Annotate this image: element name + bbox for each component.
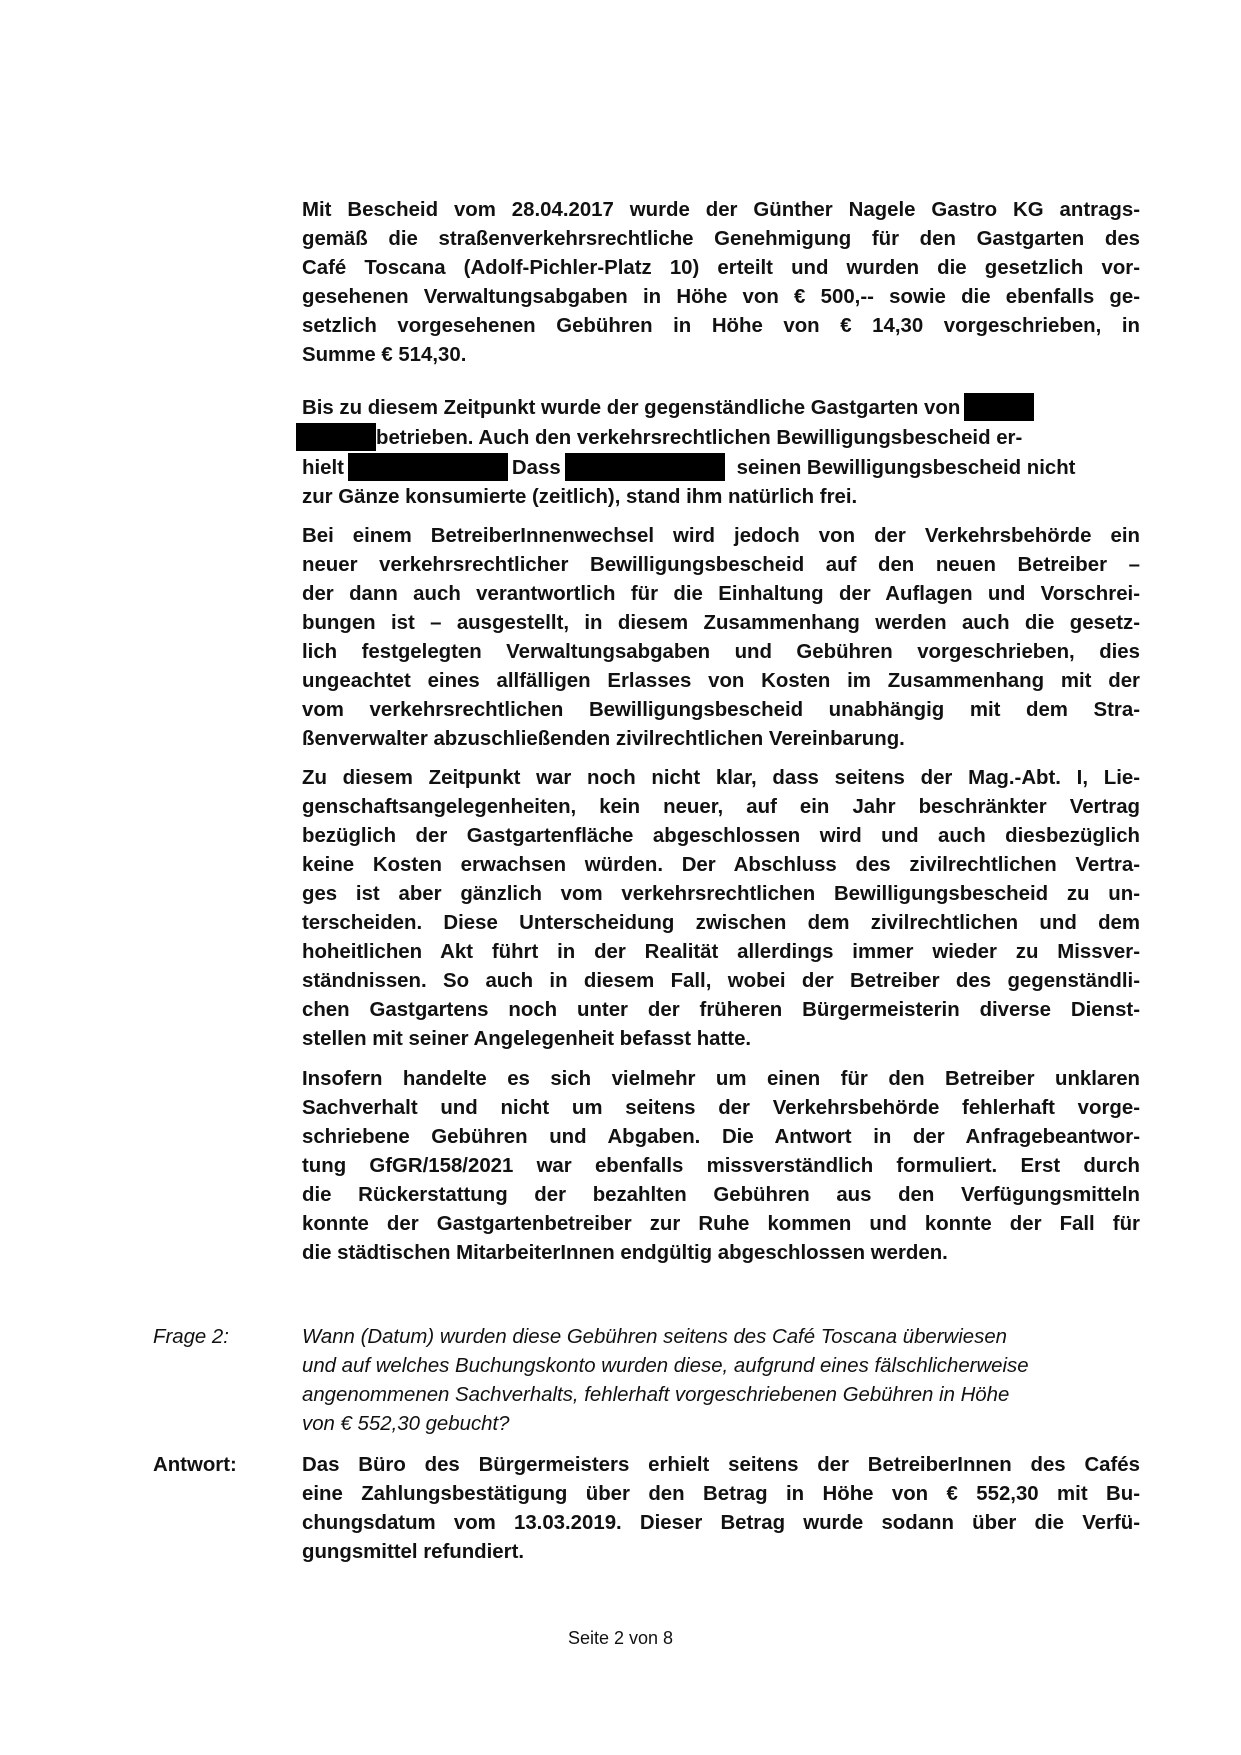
redaction-block [296, 423, 376, 451]
paragraph-line: Summe € 514,30. [302, 344, 467, 366]
paragraph-line: terscheiden. Diese Unterscheidung zwischen dem zivilrechtlichen und dem [302, 912, 1140, 934]
paragraph-line: ges ist aber gänzlich vom verkehrsrechtlichen Bewilligungsbescheid zu un- [302, 883, 1140, 905]
answer-line: gungsmittel refundiert. [302, 1541, 525, 1563]
answer-line: Das Büro des Bürgermeisters erhielt seitens der BetreiberInnen des Cafés [302, 1454, 1140, 1476]
paragraph-text: betrieben. Auch den verkehrsrechtlichen Bewilligungsbescheid er- [376, 427, 1023, 449]
paragraph-line: ständnissen. So auch in diesem Fall, wobei der Betreiber des gegenständli- [302, 970, 1140, 992]
paragraph-text: hielt [302, 457, 344, 479]
question-2-text [302, 1323, 1140, 1439]
paragraph-1 [302, 196, 1140, 370]
paragraph-line [302, 453, 1140, 483]
paragraph-line [302, 423, 1140, 453]
paragraph-line: stellen mit seiner Angelegenheit befasst hatte. [302, 1028, 752, 1050]
paragraph-line: hoheitlichen Akt führt in der Realität allerdings immer wieder zu Missver- [302, 941, 1140, 963]
paragraph-line: setzlich vorgesehenen Gebühren in Höhe von € 14,30 vorgeschrieben, in [302, 315, 1140, 337]
paragraph-line: gemäß die straßenverkehrsrechtliche Genehmigung für den Gastgarten des [302, 228, 1140, 250]
paragraph-5 [302, 1065, 1140, 1268]
paragraph-line: schriebene Gebühren und Abgaben. Die Antwort in der Anfragebeantwor- [302, 1126, 1140, 1148]
paragraph-2 [302, 393, 1140, 512]
question-label: Frage 2: [153, 1326, 229, 1348]
answer-line: eine Zahlungsbestätigung über den Betrag in Höhe von € 552,30 mit Bu- [302, 1483, 1140, 1505]
paragraph-line: Insofern handelte es sich vielmehr um einen für den Betreiber unklaren [302, 1068, 1140, 1090]
paragraph-line [302, 393, 1140, 423]
paragraph-line: vom verkehrsrechtlichen Bewilligungsbescheid unabhängig mit dem Stra- [302, 699, 1140, 721]
paragraph-line: Sachverhalt und nicht um seitens der Verkehrsbehörde fehlerhaft vorge- [302, 1097, 1140, 1119]
redaction-block [348, 453, 508, 481]
paragraph-4 [302, 764, 1140, 1054]
answer-label: Antwort: [153, 1454, 237, 1476]
paragraph-line: lich festgelegten Verwaltungsabgaben und Gebühren vorgeschrieben, dies [302, 641, 1140, 663]
question-line: und auf welches Buchungskonto wurden diese, aufgrund eines fälschlicherweise [302, 1355, 1029, 1377]
paragraph-line: chen Gastgartens noch unter der früheren Bürgermeisterin diverse Dienst- [302, 999, 1140, 1021]
paragraph-text: seinen Bewilligungsbescheid nicht [736, 457, 1076, 479]
paragraph-line: die städtischen MitarbeiterInnen endgültig abgeschlossen werden. [302, 1242, 948, 1264]
redaction-block [964, 393, 1034, 421]
paragraph-line: Zu diesem Zeitpunkt war noch nicht klar, dass seitens der Mag.-Abt. I, Lie- [302, 767, 1140, 789]
paragraph-line: neuer verkehrsrechtlicher Bewilligungsbescheid auf den neuen Betreiber – [302, 554, 1140, 576]
paragraph-line: bezüglich der Gastgartenfläche abgeschlossen wird und auch diesbezüglich [302, 825, 1140, 847]
paragraph-text: Bis zu diesem Zeitpunkt wurde der gegenständliche Gastgarten von [302, 397, 961, 419]
question-line: Wann (Datum) wurden diese Gebühren seitens des Café Toscana überwiesen [302, 1326, 1008, 1348]
paragraph-line: zur Gänze konsumierte (zeitlich), stand ihm natürlich frei. [302, 486, 858, 508]
paragraph-line: konnte der Gastgartenbetreiber zur Ruhe kommen und konnte der Fall für [302, 1213, 1140, 1235]
paragraph-text: Dass [511, 457, 561, 479]
paragraph-line: Café Toscana (Adolf-Pichler-Platz 10) erteilt und wurden die gesetzlich vor- [302, 257, 1140, 279]
question-line: angenommenen Sachverhalts, fehlerhaft vorgeschriebenen Gebühren in Höhe [302, 1384, 1010, 1406]
question-line: von € 552,30 gebucht? [302, 1413, 510, 1435]
paragraph-line: gesehenen Verwaltungsabgaben in Höhe von € 500,-- sowie die ebenfalls ge- [302, 286, 1140, 308]
answer-2-text [302, 1451, 1140, 1567]
page-number: Seite 2 von 8 [567, 1628, 674, 1648]
paragraph-line: ungeachtet eines allfälligen Erlasses von Kosten im Zusammenhang mit der [302, 670, 1140, 692]
paragraph-line: die Rückerstattung der bezahlten Gebühren aus den Verfügungsmitteln [302, 1184, 1140, 1206]
paragraph-line: genschaftsangelegenheiten, kein neuer, auf ein Jahr beschränkter Vertrag [302, 796, 1140, 818]
paragraph-line: Bei einem BetreiberInnenwechsel wird jedoch von der Verkehrsbehörde ein [302, 525, 1140, 547]
paragraph-line: keine Kosten erwachsen würden. Der Abschluss des zivilrechtlichen Vertra- [302, 854, 1140, 876]
paragraph-line: der dann auch verantwortlich für die Einhaltung der Auflagen und Vorschrei- [302, 583, 1140, 605]
paragraph-line: bungen ist – ausgestellt, in diesem Zusammenhang werden auch die gesetz- [302, 612, 1140, 634]
paragraph-line: ßenverwalter abzuschließenden zivilrechtlichen Vereinbarung. [302, 728, 905, 750]
paragraph-line: Mit Bescheid vom 28.04.2017 wurde der Günther Nagele Gastro KG antrags- [302, 199, 1140, 221]
answer-line: chungsdatum vom 13.03.2019. Dieser Betrag wurde sodann über die Verfü- [302, 1512, 1140, 1534]
paragraph-3 [302, 522, 1140, 754]
paragraph-line: tung GfGR/158/2021 war ebenfalls missverständlich formuliert. Erst durch [302, 1155, 1140, 1177]
redaction-block [565, 453, 725, 481]
